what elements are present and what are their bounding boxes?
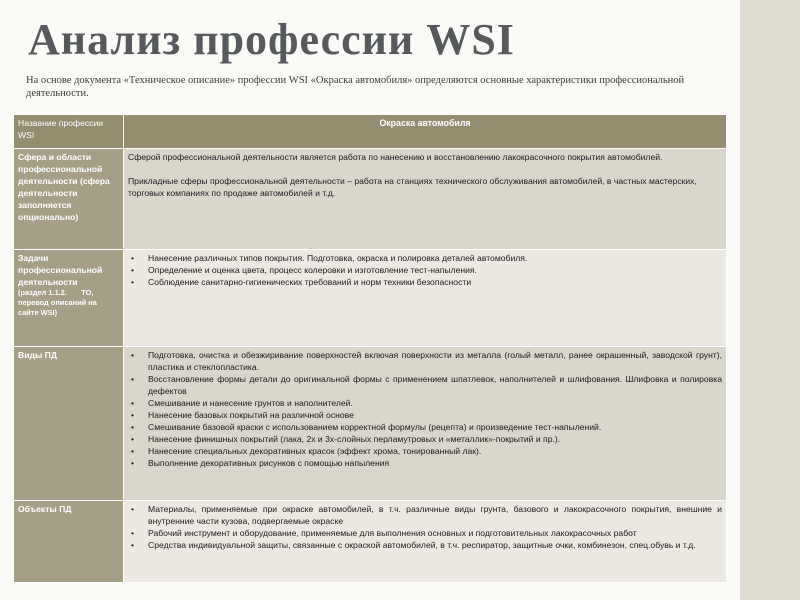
list-item-text: Нанесение различных типов покрытия. Подготовка, окраска и полировка деталей автомобиля.	[148, 253, 528, 263]
activities-content	[124, 347, 727, 501]
sphere-text-1: Сферой профессиональной деятельности является работа по нанесению и восстановлению лакокрасочного покрытия автомобилей.	[128, 152, 663, 162]
list-item	[128, 349, 722, 373]
bullet-icon: •	[131, 458, 135, 468]
tasks-label-note: (раздел 1.1.2. ТО, перевод описаний на сайте WSI)	[18, 288, 97, 317]
table-header-row	[14, 115, 727, 149]
list-item-text: Нанесение специальных декоративных красок (эффект хрома, тонированный лак).	[148, 446, 482, 456]
bullet-icon: •	[131, 540, 135, 550]
bullet-icon: •	[131, 410, 135, 420]
list-item-text: Соблюдение санитарно-гигиенических требований и норм техники безопасности	[148, 277, 472, 287]
bullet-icon: •	[131, 350, 135, 360]
objects-content	[124, 501, 727, 583]
list-item-text: Нанесение базовых покрытий на различной основе	[148, 410, 354, 420]
profession-table	[13, 114, 727, 583]
header-label-cell: Название профессии WSI	[14, 115, 124, 149]
list-item-text: Подготовка, очистка и обезжиривание поверхностей включая поверхности из металла (голый металл, ранее окрашенный, заводской грунт), пластика и стеклопластика.	[148, 350, 722, 372]
list-item-text: Восстановление формы детали до оригинальной формы с применением шпатлевок, наполнителей и шлифования. Шлифовка и полировка дефектов	[148, 374, 722, 396]
activities-list	[128, 349, 722, 469]
bullet-icon: •	[131, 528, 135, 538]
list-item	[128, 457, 722, 469]
list-item-text: Средства индивидуальной защиты, связанные с окраской автомобилей, в т.ч. респиратор, защитные очки, комбинезон, спец.обувь и т.д.	[148, 540, 696, 550]
list-item	[128, 252, 722, 264]
sphere-text-2: Прикладные сферы профессиональной деятельности – работа на станциях технического обслуживания автомобилей, в частных мастерских, торговых компаниях по продаже автомобилей и т.д.	[128, 176, 697, 198]
table-row-tasks	[14, 250, 727, 347]
bullet-icon: •	[131, 277, 135, 287]
sphere-content	[124, 149, 727, 250]
list-item-text: Материалы, применяемые при окраске автомобилей, в т.ч. различные виды грунта, базового и лакокрасочного покрытия, внешние и внутренние части кузова, подвергаемые окраске	[148, 504, 722, 526]
list-item	[128, 421, 722, 433]
list-item	[128, 409, 722, 421]
tasks-label: Задачи профессиональной деятельности	[18, 253, 103, 287]
list-item-text: Нанесение финишных покрытий (лака, 2х и 3х-слойных перламутровых и «металлик»-покрытий и пр.).	[148, 434, 561, 444]
list-item	[128, 445, 722, 457]
list-item	[128, 276, 722, 288]
table-row-objects	[14, 501, 727, 583]
bullet-icon: •	[131, 253, 135, 263]
bullet-icon: •	[131, 374, 135, 384]
sphere-label: Сфера и области профессиональной деятельности (сфера деятельности заполняется опционально)	[14, 149, 124, 250]
list-item	[128, 539, 722, 551]
bullet-icon: •	[131, 398, 135, 408]
tasks-content	[124, 250, 727, 347]
header-value-cell: Окраска автомобиля	[124, 115, 727, 149]
list-item-text: Выполнение декоративных рисунков с помощью напыления	[148, 458, 390, 468]
objects-label: Объекты ПД	[14, 501, 124, 583]
list-item	[128, 527, 722, 539]
table-row-activities	[14, 347, 727, 501]
list-item	[128, 433, 722, 445]
bullet-icon: •	[131, 446, 135, 456]
list-item	[128, 373, 722, 397]
bullet-icon: •	[131, 434, 135, 444]
list-item-text: Смешивание и нанесение грунтов и наполнителей.	[148, 398, 353, 408]
list-item	[128, 397, 722, 409]
page-title: Анализ профессии WSI	[28, 15, 515, 64]
background-band	[740, 0, 800, 600]
list-item	[128, 503, 722, 527]
activities-label: Виды ПД	[14, 347, 124, 501]
list-item-text: Рабочий инструмент и оборудование, применяемые для выполнения основных и подготовительных лакокрасочных работ	[148, 528, 637, 538]
bullet-icon: •	[131, 504, 135, 514]
tasks-list	[128, 252, 722, 288]
table-row-sphere	[14, 149, 727, 250]
list-item	[128, 264, 722, 276]
page-subtitle: На основе документа «Техническое описание» профессии WSI «Окраска автомобиля» определяются основные характеристики профессиональной деятельности.	[26, 75, 685, 99]
list-item-text: Определение и оценка цвета, процесс колеровки и изготовление тест-напыления.	[148, 265, 477, 275]
list-item-text: Смешивание базовой краски с использованием корректной формулы (рецепта) и произведение тест-напылений.	[148, 422, 602, 432]
bullet-icon: •	[131, 422, 135, 432]
tasks-label-cell	[14, 250, 124, 347]
bullet-icon: •	[131, 265, 135, 275]
objects-list	[128, 503, 722, 551]
